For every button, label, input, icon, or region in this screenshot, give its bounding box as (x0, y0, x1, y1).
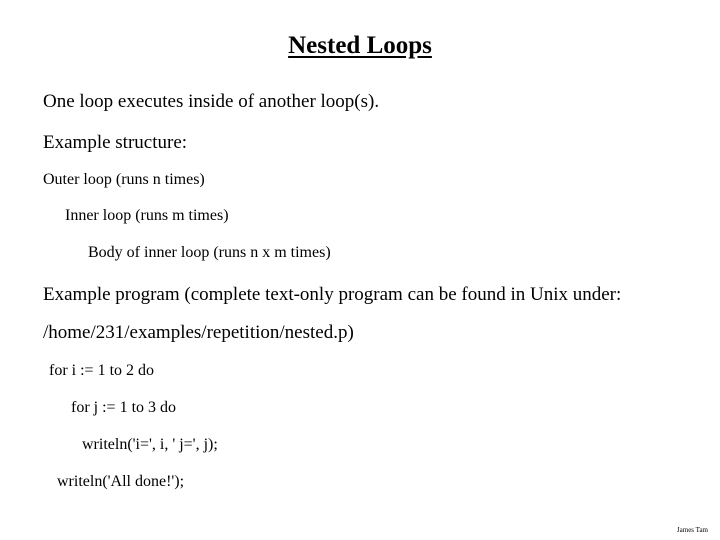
slide-title: Nested Loops (288, 32, 432, 59)
code-line-outer-for: for i := 1 to 2 do (49, 362, 155, 379)
program-heading: Example program (complete text-only program can be found in Unix under: (43, 284, 622, 305)
structure-heading: Example structure: (43, 132, 188, 153)
code-line-inner-for: for j := 1 to 3 do (71, 399, 177, 416)
author-credit: James Tam (676, 526, 708, 534)
inner-body-text: Body of inner loop (runs n x m times) (88, 244, 331, 261)
code-line-writeln-ij: writeln('i=', i, ' j=', j); (82, 436, 218, 453)
inner-loop-text: Inner loop (runs m times) (65, 207, 229, 224)
outer-loop-text: Outer loop (runs n times) (43, 171, 205, 188)
code-line-writeln-done: writeln('All done!'); (57, 473, 185, 490)
program-path: /home/231/examples/repetition/nested.p) (43, 322, 354, 343)
intro-text: One loop executes inside of another loop(s). (43, 91, 380, 112)
